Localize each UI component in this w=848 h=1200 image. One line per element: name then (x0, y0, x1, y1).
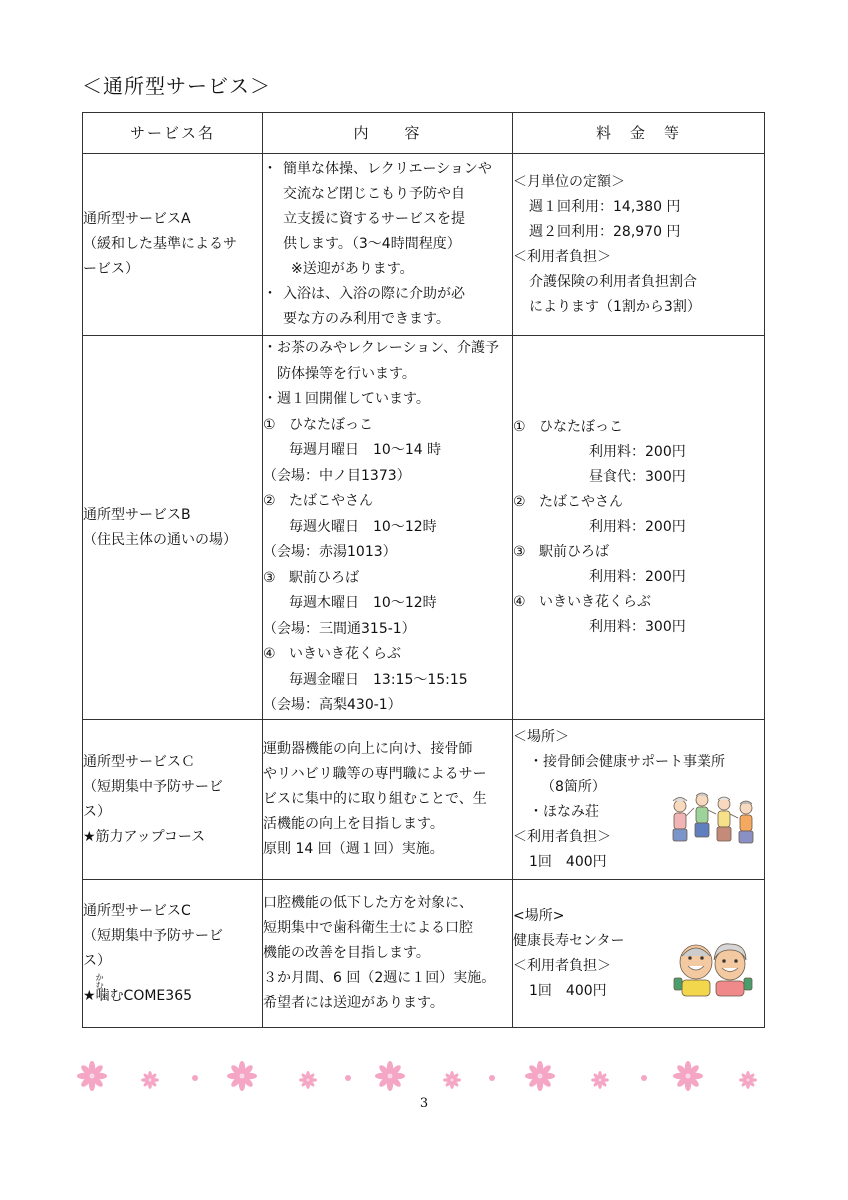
content-line: 活機能の向上を目指します。 (263, 816, 444, 832)
content-line: 簡単な体操、レクリエーションや (283, 161, 492, 177)
item-label: たばこやさん (289, 493, 373, 510)
item-number: ④ (263, 646, 276, 663)
item-label: いきいき花くらぶ (539, 594, 651, 610)
venue-item (263, 566, 512, 592)
item-label: 駅前ひろば (539, 544, 609, 560)
item-number: ② (263, 493, 276, 510)
fee-cell (513, 720, 765, 880)
item-label: ひなたぼっこ (289, 416, 373, 433)
ruby-reading: か む (95, 972, 112, 990)
smiling-seniors-illustration (670, 936, 756, 998)
fee-line: ＜場所＞ (513, 728, 569, 745)
item-label: 駅前ひろば (289, 569, 359, 586)
content-line: ビスに集中的に取り組むことで、生 (263, 791, 487, 807)
flower-divider (72, 1060, 772, 1094)
service-name-cell (83, 154, 263, 336)
item-number: ① (263, 416, 276, 433)
page-number: 3 (419, 1096, 429, 1111)
item-place: （会場：中ノ目1373） (263, 467, 411, 484)
fee-line: <場所> (513, 907, 565, 924)
item-number: ① (513, 419, 526, 435)
course-name: ★筋力アップコース (83, 828, 206, 845)
venue-item (263, 413, 512, 439)
course-name (83, 972, 262, 1009)
content-line: ３か月間、6 回（2週に１回）実施。 (263, 970, 496, 986)
fee-line: （8箇所） (541, 778, 606, 795)
fee-line: ＜利用者負担＞ (513, 828, 611, 845)
content-line: 機能の改善を目指します。 (263, 945, 430, 961)
fee-item (513, 540, 764, 565)
content-line: 要な方のみ利用できます。 (283, 311, 450, 327)
content-line: 希望者には送迎があります。 (263, 995, 444, 1011)
item-schedule: 毎週月曜日 10～14 時 (289, 442, 442, 459)
fee-line: 利用料：300円 (589, 619, 686, 635)
venue-item (263, 489, 512, 515)
item-label: ひなたぼっこ (539, 419, 623, 435)
content-line: 防体操等を行います。 (277, 365, 416, 382)
fee-line: 1回 400円 (529, 982, 607, 999)
fee-line: によります（1割から3割） (529, 298, 701, 315)
fee-line: 利用料：200円 (589, 569, 686, 585)
table-header-row (83, 113, 765, 154)
item-place: （会場：三間通315-1） (263, 620, 416, 637)
content-line: 供します。（3～4時間程度） (283, 236, 461, 252)
fee-line: 利用料：200円 (589, 519, 686, 535)
item-place: （会場：高梨430-1） (263, 697, 402, 714)
exercise-seniors-illustration (666, 786, 758, 852)
service-name-note: ス） (83, 803, 111, 820)
service-name: 通所型サービスB (83, 506, 191, 523)
fee-line: 介護保険の利用者負担割合 (529, 273, 697, 290)
service-name-cell (83, 336, 263, 720)
fee-cell (513, 336, 765, 720)
content-bullet: ・ 簡単な体操、レクリエーションや 交流など閉じこもり予防や自 立支援に資するサービスを提 供します。（3～4時間程度） ※送迎があります。 (263, 157, 512, 282)
table-row (83, 154, 765, 336)
fee-line: ＜利用者負担＞ (513, 957, 611, 974)
content-bullet: ・ 入浴は、入浴の際に介助が必 要な方のみ利用できます。 (263, 282, 512, 332)
content-line: やリハビリ職等の専門職によるサー (263, 766, 487, 782)
service-name-cell (83, 720, 263, 880)
fee-line: ＜利用者負担＞ (513, 248, 611, 265)
table-row (83, 880, 765, 1028)
service-name-note: ービス） (83, 261, 139, 277)
item-label: たばこやさん (539, 494, 623, 510)
service-name: 通所型サービスC (83, 902, 191, 919)
content-line: 交流など閉じこもり予防や自 (283, 186, 465, 202)
service-name: 通所型サービスA (83, 211, 191, 227)
fee-line: ・接骨師会健康サポート事業所 (529, 753, 725, 770)
kanji: 噛 (95, 987, 110, 1004)
item-schedule: 毎週火曜日 10～12時 (289, 518, 437, 535)
fee-cell (513, 880, 765, 1028)
fee-item (513, 490, 764, 515)
fee-line: ＜月単位の定額＞ (513, 173, 625, 190)
content-line: ・週１回開催しています。 (263, 391, 430, 408)
item-number: ③ (513, 544, 526, 560)
content-cell (263, 720, 513, 880)
star-mark: ★ (83, 987, 96, 1004)
fee-item (513, 590, 764, 615)
venue-item (263, 642, 512, 668)
item-number: ② (513, 494, 526, 510)
content-line: 口腔機能の低下した方を対象に、 (263, 895, 473, 911)
content-line: 入浴は、入浴の際に介助が必 (283, 286, 465, 302)
content-line: 立支援に資するサービスを提 (283, 211, 465, 227)
header-content: 内 容 (263, 113, 513, 154)
content-cell (263, 154, 513, 336)
header-service-name: サービス名 (83, 113, 263, 154)
content-line: ※送迎があります。 (291, 261, 414, 277)
content-line: 原則 14 回（週１回）実施。 (263, 841, 444, 857)
service-table (82, 112, 765, 1028)
service-name-note: ス） (83, 952, 111, 969)
item-schedule: 毎週金曜日 13:15～15:15 (289, 671, 468, 688)
item-number: ③ (263, 569, 276, 586)
item-label: いきいき花くらぶ (289, 646, 401, 663)
content-line: ・お茶のみやレクレーション、介護予 (263, 340, 500, 357)
service-name-cell (83, 880, 263, 1028)
service-name-note: （短期集中予防サービ (83, 927, 223, 944)
content-cell (263, 880, 513, 1028)
service-name: 通所型サービスＣ (83, 753, 195, 770)
fee-line: 週１回利用：14,380 円 (529, 198, 681, 215)
content-line: 短期集中で歯科衛生士による口腔 (263, 920, 473, 936)
header-fee: 料 金 等 (513, 113, 765, 154)
fee-cell (513, 154, 765, 336)
fee-line: 健康長寿センター (513, 932, 625, 949)
fee-line: 1回 400円 (529, 853, 607, 870)
course-name-rest: むCOME365 (109, 987, 193, 1004)
fee-line: 週２回利用：28,970 円 (529, 223, 681, 240)
table-row (83, 720, 765, 880)
content-cell (263, 336, 513, 720)
fee-line: 利用料：200円 (589, 444, 686, 460)
item-schedule: 毎週木曜日 10～12時 (289, 595, 437, 612)
service-name-note: （住民主体の通いの場） (83, 531, 237, 548)
item-number: ④ (513, 594, 526, 610)
ruby-kanji (95, 972, 112, 1009)
page-title: ＜通所型サービス＞ (82, 74, 271, 98)
service-name-note: （短期集中予防サービ (83, 778, 223, 795)
fee-line: 昼食代：300円 (589, 469, 686, 485)
fee-line: ・ほなみ荘 (529, 803, 599, 820)
service-name-note: （緩和した基準によるサ (83, 236, 237, 252)
table-row (83, 336, 765, 720)
content-line: 運動器機能の向上に向け、接骨師 (263, 741, 473, 757)
item-place: （会場：赤湯1013） (263, 544, 397, 561)
fee-item (513, 415, 764, 440)
